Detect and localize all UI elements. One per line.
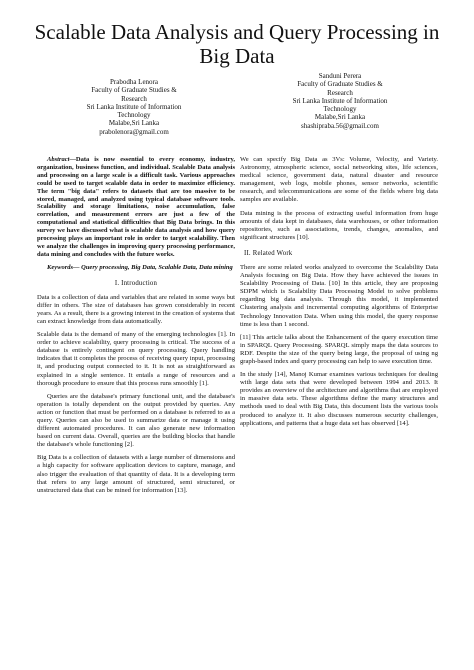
paragraph: Big Data is a collection of datasets with a large number of dimensions and a high capacity for software application devices to capture, manage, and also trigger the evaluation of that quantity of data. It is a developing term that refers to any large amount of structured, semi structured, or unstructured data that can be mined for information [13]. (37, 454, 235, 494)
keywords-label: Keywords (47, 263, 73, 271)
author-name: Sanduni Perera (318, 72, 362, 80)
section-heading-introduction: I. Introduction (114, 279, 158, 287)
author-affiliation: Technology (117, 111, 151, 120)
author-affiliation: Faculty of Graduate Studies & (91, 86, 177, 95)
author-email: prabolenora@gmail.com (99, 127, 169, 136)
keywords-text: — Query processing, Big Data, Scalable Data, Data mining (73, 263, 233, 271)
paragraph: Scalable data is the demand of many of the emerging technologies [1]. In order to achieve scalability, query processing is critical. The success of a database is entirely contingent on query processing. Query handling indicates that it completes the process of receiving query input, processing it, and producing output connected to it. It is not as straightforward as explained in a single sentence. It entails a range of resources and a thorough procedure to ensure that this process runs smoothly [1]. (37, 331, 235, 387)
left-column (37, 156, 235, 500)
section-heading-related-work: II. Related Work (244, 249, 293, 257)
author-name: Prabodha Lenora (109, 78, 158, 86)
author-location: Malabe,Sri Lanka (108, 119, 160, 128)
paragraph: Queries are the database's primary functional unit, and the database's operation is totally dependent on the output provided by queries. Any action or function that must be performed on a database is referred to as a query. Queries can also be used to summarize data or manage it using different automated procedures. It can also generate new information based on current data. Overall, queries are the building blocks that handle the database's whole functioning [2]. (37, 392, 235, 449)
author-affiliation: Sri Lanka Institute of Information (86, 102, 182, 111)
author-affiliation: Sri Lanka Institute of Information (292, 96, 388, 105)
paragraph: Data mining is the process of extracting useful information from huge amounts of data kept in databases, data warehouses, or other information repositories, such as associations, trends, changes, anomalies, and significant structures [10]. (240, 209, 438, 241)
paragraph: There are some related works analyzed to overcome the Scalability Data Analysis focusing on Big Data. How they have achieved the issues in Scalability Processing of Data. [10] In this article, they are proposing SDPM which is Scalability Data Processing Model to solve problems regarding big data analysis. Through this model, it implemented Clustering analysis and incremental computing algorithms of Enterprise Technology Innovation Data. When using this model, the query response time is less than 1 second. (240, 263, 438, 328)
paragraph: In the study [14], Manoj Kumar examines various techniques for dealing with large data sets that were developed between 1994 and 2013. It provides an overview of the architecture and algorithms that are employed in massive data sets. These algorithms define the many structures and methods used to deal with Big Data, this document lists the various tools produced to analyze it. It also discusses numerous security challenges, applications, and patterns that a huge data set has observed [14]. (240, 371, 438, 427)
abstract-label: Abstract (47, 156, 70, 163)
author-email: shashipraba.56@gmail.com (301, 121, 379, 130)
author-affiliation: Research (121, 94, 147, 103)
paper-title: Scalable Data Analysis and Query Processing in Big Data (34, 20, 440, 68)
abstract (37, 156, 235, 259)
author-affiliation: Research (327, 88, 353, 97)
author-affiliation: Faculty of Graduate Studies & (297, 80, 383, 89)
keywords (37, 264, 235, 272)
abstract-text: —Data is now essential to every economy, industry, organization, business function, and individual. Scalable Data analysis and processing on a large scale is a difficult task. Various approaches could be used to target scalable data in order to maximize efficiency. The term "big data" refers to datasets that are too massive to be stored, managed, and analyzed using typical database software tools. Scalability and storage limitations, noise accumulation, false correlation, and measurement errors are just a few of the computational and statistical difficulties that Big Data brings. In this survey we have discussed what is scalable data analysis and how query processing plays an important role in order to target scalability. Then we analyze the challenges in improving query processing performance, data mining and concludes with the future works. (37, 156, 235, 258)
right-column (240, 156, 438, 433)
paragraph: Data is a collection of data and variables that are related in some ways but differ in others. The size of databases has grown considerably in recent years. As a result, there is a growing interest in the creation of systems that can extract knowledge from data automatically. (37, 293, 235, 325)
author-1 (74, 78, 194, 136)
author-affiliation: Technology (323, 105, 357, 114)
author-2 (280, 72, 400, 130)
author-location: Malabe,Sri Lanka (314, 113, 366, 122)
paragraph: [11] This article talks about the Enhancement of the query execution time in SPARQL Query Processing. SPARQL simply maps the data sources to RDF. Despite the size of the query being large, the proposal of using ng graph-based index and query processing can help to save execution time. (240, 333, 438, 365)
paragraph: We can specify Big Data as 3Vs: Volume, Velocity, and Variety. Astronomy, atmospheric science, social networking sites, life sciences, medical science, government data, natural disaster and resource management, web logs, mobile phones, sensor networks, scientific research, and telecommunications are some of the fields where big data samples are available. (240, 156, 438, 204)
